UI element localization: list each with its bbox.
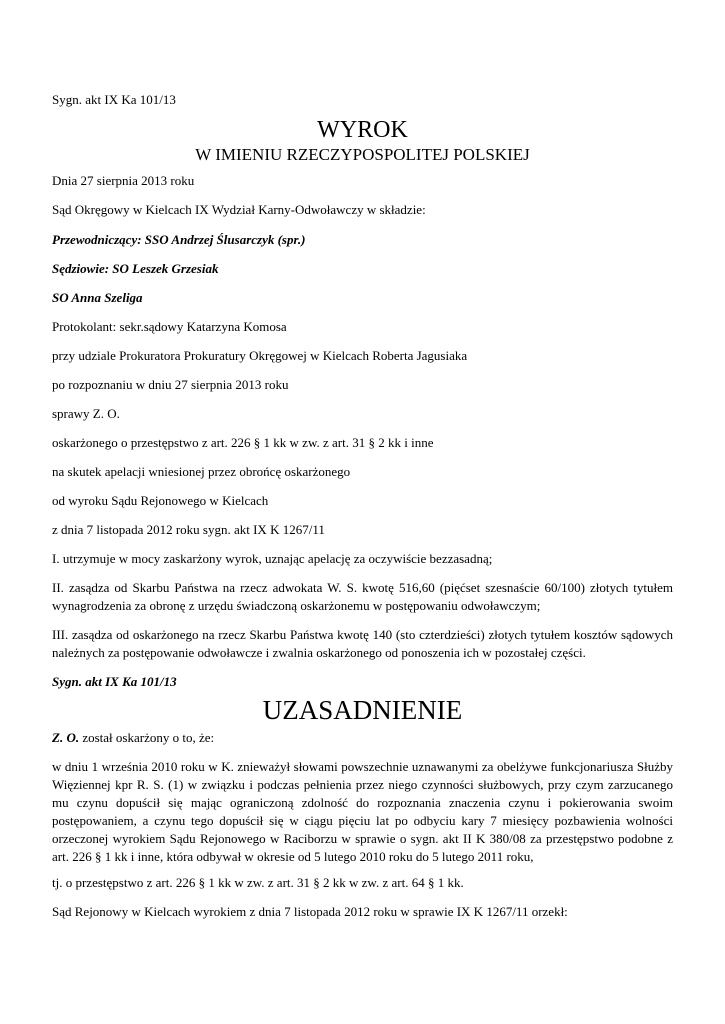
ruling-point-2: II. zasądza od Skarbu Państwa na rzecz adwokata W. S. kwotę 516,60 (pięćset szesnaście 60/100) złotych tytułem wynagrodzenia za obronę z urzędu świadczoną oskarżonemu w postępowaniu odwoławczym; bbox=[52, 580, 673, 613]
accused-rest: został oskarżony o to, że: bbox=[79, 730, 215, 745]
appeal-line: na skutek apelacji wniesionej przez obrońcę oskarżonego bbox=[52, 464, 351, 479]
ruling-intro-line: Sąd Rejonowy w Kielcach wyrokiem z dnia 7 listopada 2012 roku w sprawie IX K 1267/11 orzekł: bbox=[52, 904, 568, 919]
verdict-subtitle: W IMIENIU RZECZYPOSPOLITEJ POLSKIEJ bbox=[195, 145, 530, 164]
date-line: Dnia 27 sierpnia 2013 roku bbox=[52, 173, 195, 188]
verdict-date-line: z dnia 7 listopada 2012 roku sygn. akt IX K 1267/11 bbox=[52, 522, 325, 537]
qualification-line: tj. o przestępstwo z art. 226 § 1 kk w zw. z art. 31 § 2 kk w zw. z art. 64 § 1 kk. bbox=[52, 875, 464, 890]
verdict-title: WYROK bbox=[317, 117, 408, 143]
ruling-point-3: III. zasądza od oskarżonego na rzecz Skarbu Państwa kwotę 140 (sto czterdzieści) złotych tytułem kosztów sądowych należnych za postępowanie odwoławcze i zwalnia oskarżonego od ponoszenia ich w pozostałej części. bbox=[52, 627, 673, 660]
from-verdict-line: od wyroku Sądu Rejonowego w Kielcach bbox=[52, 493, 269, 508]
clerk-line: Protokolant: sekr.sądowy Katarzyna Komosa bbox=[52, 319, 287, 334]
accused-name: Z. O. bbox=[52, 730, 80, 745]
charge-paragraph: w dniu 1 września 2010 roku w K. znieważył słowami powszechnie uznawanymi za obelżywe funkcjonariusza Służby Więziennej kpr R. S. (1) w związku i podczas pełnienia przez niego czynności służbowych, przy czym zarzucanego mu czynu dopuścił się mając ograniczoną zdolność do rozpoznania znaczenia czynu i pokierowania swoim postępowaniem, a czynu tego dopuścił się w ciągu pięciu lat po odbyciu kary 7 miesięcy pozbawienia wolności orzeczonej wyrokiem Sądu Rejonowego w Raciborzu w sprawie o sygn. akt II K 380/08 za przestępstwo podobne z art. 226 § 1 kk i inne, która odbywał w okresie od 5 lutego 2010 roku do 5 lutego 2011 roku, bbox=[52, 759, 673, 864]
case-reference-mid: Sygn. akt IX Ka 101/13 bbox=[52, 674, 177, 689]
court-line: Sąd Okręgowy w Kielcach IX Wydział Karny-Odwoławczy w składzie: bbox=[52, 202, 426, 217]
considered-line: po rozpoznaniu w dniu 27 sierpnia 2013 roku bbox=[52, 377, 289, 392]
presiding-judge: Przewodniczący: SSO Andrzej Ślusarczyk (spr.) bbox=[52, 232, 306, 247]
case-reference-top: Sygn. akt IX Ka 101/13 bbox=[52, 92, 176, 107]
case-of-line: sprawy Z. O. bbox=[52, 406, 120, 421]
ruling-point-1: I. utrzymuje w mocy zaskarżony wyrok, uznając apelację za oczywiście bezzasadną; bbox=[52, 551, 493, 566]
prosecutor-line: przy udziale Prokuratora Prokuratury Okręgowej w Kielcach Roberta Jagusiaka bbox=[52, 348, 468, 363]
judges-line-2: SO Anna Szeliga bbox=[52, 290, 143, 305]
judges-line: Sędziowie: SO Leszek Grzesiak bbox=[52, 261, 219, 276]
charged-line: oskarżonego o przestępstwo z art. 226 § 1 kk w zw. z art. 31 § 2 kk i inne bbox=[52, 435, 434, 450]
accused-line bbox=[52, 729, 673, 747]
justification-title: UZASADNIENIE bbox=[262, 695, 463, 725]
